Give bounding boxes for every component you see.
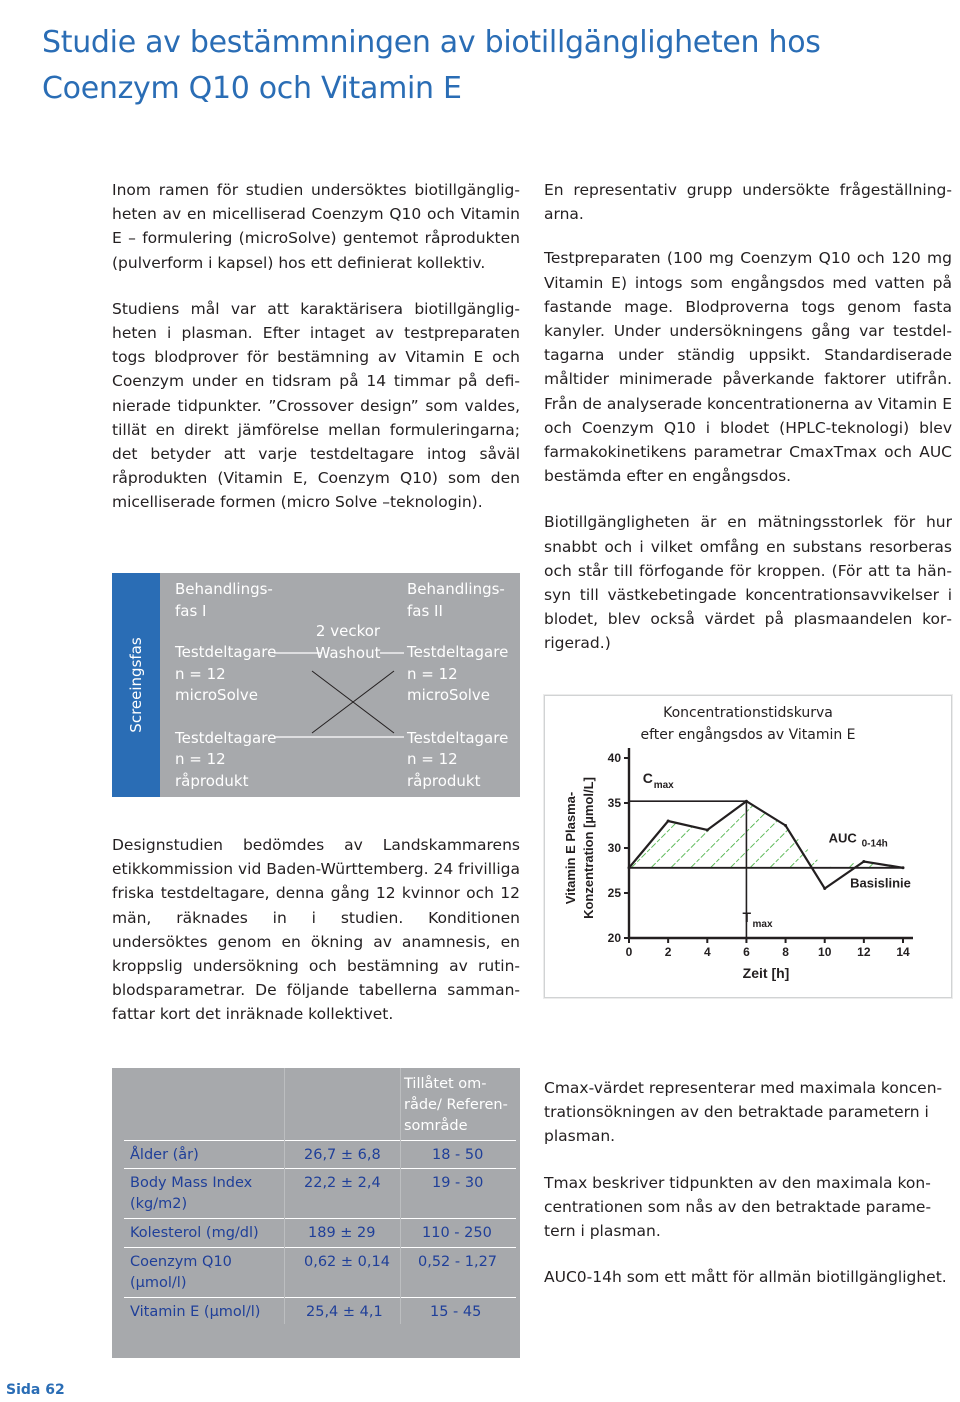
- phase-1-group-1-line-1: Testdeltagare: [175, 643, 277, 661]
- x-tick-label: 0: [625, 945, 633, 959]
- concentration-chart: [544, 695, 952, 998]
- x-tick-label: 6: [743, 945, 750, 959]
- preparation-paragraph: Testpreparaten (100 mg Coenzym Q10 och 120 mg Vitamin E) intogs som engångsdos med vatten på fastande mage. Blodproverna togs genom fasta kanyler. Under undersökningens gång var testdeltagarna under ständig uppsikt. Standardiserade måltider minimerade påverkande faktorer utifrån. Från de analyserade koncentrationerna av Vitamin E och Coenzym Q10 i blodet (HPLC-teknologi) blev farmakokinetikens parametrar CmaxTmax och AUC bestämda efter en engångsdos.: [544, 249, 952, 486]
- table-header-range: [404, 1074, 514, 1137]
- data-point: [902, 866, 905, 869]
- row-q10-label: Coenzym Q10 (µmol/l): [130, 1254, 232, 1291]
- x-axis-title: Zeit [h]: [742, 965, 790, 981]
- x-tick-label: 10: [818, 945, 832, 959]
- table-header-line-2: råde/ Referen-: [404, 1097, 508, 1113]
- phase-2-group-1-line-2: n = 12: [407, 664, 458, 683]
- phase-2-heading-1: Behandlings-: [407, 580, 505, 598]
- bioavailability-paragraph: Biotillgängligheten är en mätningsstorlek för hur snabbt och i vilket omfång en substans resorberas och står till förfogande för kroppen. (För att ta hänsyn till västkebetingade koncentrationsavvikelser i blodet, blev också värdet på plasmaandelen korrigerad.): [544, 513, 952, 653]
- chart-caption-line-2: efter engångsdos av Vitamin E: [640, 727, 856, 743]
- x-tick-label: 4: [703, 945, 711, 959]
- intro-paragraph: Inom ramen för studien undersöktes biotillgängligheten av en micelliserad Coenzym Q10 och Vitamin E – formulering (microSolve) gentemot råprodukten (pulverform i kapsel) hos ett definierat kollektiv.: [112, 181, 520, 272]
- x-tick-label: 2: [664, 945, 672, 959]
- row-vitamin-e-range: 15 - 45: [430, 1304, 482, 1320]
- row-bmi-label: Body Mass Index (kg/m2): [130, 1175, 253, 1212]
- chart-plot: [545, 696, 951, 997]
- y-axis-title-line-2: Konzentration [µmol/L]: [581, 777, 596, 919]
- data-point: [628, 866, 631, 869]
- y-tick-label: 40: [607, 751, 621, 765]
- row-age-label: Ålder (år): [130, 1147, 199, 1163]
- phase-1-heading-1: Behandlings-: [175, 580, 273, 598]
- phase-2-block: [407, 579, 508, 792]
- phase-2-group-1-line-3: microSolve: [407, 686, 491, 704]
- table-col-divider-1: [284, 1068, 285, 1324]
- phase-1-group-2-line-1: Testdeltagare: [175, 728, 277, 747]
- row-age-value: 26,7 ± 6,8: [304, 1147, 381, 1163]
- row-cholesterol-range: 110 - 250: [422, 1225, 492, 1241]
- y-tick-label: 30: [607, 841, 621, 855]
- x-tick-label: 14: [896, 945, 910, 959]
- table-header-line-1: Tillåtet om-: [404, 1076, 487, 1092]
- table-header-line-3: sområde: [404, 1118, 468, 1134]
- row-vitamin-e-label: Vitamin E (µmol/l): [130, 1304, 261, 1320]
- phase-1-group-2-line-3: råprodukt: [175, 771, 249, 790]
- washout-line-2: Washout: [315, 643, 381, 662]
- page-title: Studie av bestämmningen av biotillgängligheten hos Coenzym Q10 och Vitamin E: [42, 25, 821, 107]
- row-bmi-range: 19 - 30: [432, 1175, 484, 1191]
- screening-phase-label: Screeingsfas: [127, 637, 145, 733]
- tmax-subscript: max: [752, 918, 773, 930]
- phase-2-heading-2: fas II: [407, 601, 443, 620]
- auc-area: [629, 801, 903, 868]
- phase-1-heading-2: fas I: [175, 601, 207, 620]
- cmax-subscript: max: [653, 780, 674, 792]
- row-cholesterol-value: 189 ± 29: [308, 1225, 376, 1241]
- phase-1-group-1-line-2: n = 12: [175, 664, 226, 683]
- x-tick-label: 8: [782, 945, 789, 959]
- row-q10-range: 0,52 - 1,27: [418, 1254, 498, 1270]
- phase-2-group-2-line-1: Testdeltagare: [407, 728, 509, 747]
- row-q10-value: 0,62 ± 0,14: [304, 1254, 390, 1270]
- cmax-label: C: [642, 770, 653, 787]
- data-point: [784, 824, 787, 827]
- phase-2-group-2-line-2: n = 12: [407, 750, 458, 768]
- auc-subscript: 0-14h: [861, 838, 888, 850]
- tmax-paragraph: Tmax beskriver tidpunkten av den maximala koncentrationen som nås av den betraktade parametern i plasman.: [544, 1173, 932, 1241]
- study-design-diagram: [112, 573, 520, 797]
- phase-2-group-1-line-1: Testdeltagare: [407, 643, 509, 661]
- cmax-paragraph: Cmax-värdet representerar med maximala koncentrationsökningen av den betraktade parametern i plasman.: [544, 1079, 943, 1146]
- chart-caption-line-1: Koncentrationstidskurva: [663, 705, 833, 721]
- auc-paragraph: AUC0-14h som ett mått för allmän biotillgänglighet.: [544, 1268, 947, 1287]
- y-axis-title-line-1: Vitamin E Plasma-: [563, 791, 578, 905]
- row-vitamin-e-value: 25,4 ± 4,1: [306, 1304, 383, 1320]
- design-paragraph: Designstudien bedömdes av Landskammarens etikkommission vid Baden-Württemberg. 24 frivilliga friska testdeltagare, denna gång 12 kvinnor och 12 män, räknades in i studien. Konditionen undersöktes genom en ökning av anamnesis, en kroppslig undersökning och bestämning av rutinblodsparametrar. De följande tabellerna sammanfattar kort det inräknade kollektivet.: [112, 836, 520, 1024]
- data-point: [823, 887, 826, 890]
- table-divider-2: [124, 1218, 516, 1219]
- y-tick-label: 25: [607, 886, 621, 900]
- y-tick-label: 35: [607, 796, 621, 810]
- table-col-divider-2: [400, 1068, 401, 1324]
- table-divider-4: [124, 1297, 516, 1298]
- left-column-bottom: [112, 833, 520, 1049]
- aim-paragraph: Studiens mål var att karaktärisera biotillgängligheten i plasman. Efter intaget av testpreparaten togs blodprover för bestämning av Vitamin E och Coenzym under en tidsram på 14 timmar på definierade tidpunkter. ”Crossover design” som valdes, tillät en direkt jämförelse mellan formuleringarna; det betyder att varje testdeltagare intog såväl råprodukten (Vitamin E, Coenzym Q10) som den micelliserade formen (micro Solve –teknologin).: [112, 299, 520, 512]
- right-column-top: [544, 178, 952, 678]
- y-tick-label: 20: [607, 931, 621, 945]
- x-tick-label: 12: [857, 945, 871, 959]
- phase-2-group-2-line-3: råprodukt: [407, 771, 481, 790]
- baseline-label: Basislinie: [850, 875, 911, 891]
- phase-1-group-1-line-3: microSolve: [175, 686, 259, 704]
- row-bmi-value: 22,2 ± 2,4: [304, 1175, 381, 1191]
- right-column-bottom: [544, 1076, 952, 1311]
- representative-paragraph: En representativ grupp undersökte frågeställningarna.: [544, 181, 952, 224]
- tmax-label: T: [742, 908, 752, 925]
- auc-label: AUC: [828, 830, 857, 846]
- data-point: [667, 820, 670, 823]
- row-cholesterol-label: Kolesterol (mg/dl): [130, 1225, 259, 1241]
- table-header-rule: [124, 1140, 516, 1141]
- phase-1-group-2-line-2: n = 12: [175, 750, 226, 768]
- page-number: Sida 62: [6, 1382, 65, 1398]
- washout-line-1: 2 veckor: [315, 622, 381, 640]
- data-point: [862, 860, 865, 863]
- collective-table: [112, 1068, 520, 1358]
- row-age-range: 18 - 50: [432, 1147, 484, 1163]
- table-divider-3: [124, 1247, 516, 1248]
- left-column-top: [112, 178, 520, 537]
- data-point: [706, 829, 709, 832]
- table-divider-1: [124, 1168, 516, 1169]
